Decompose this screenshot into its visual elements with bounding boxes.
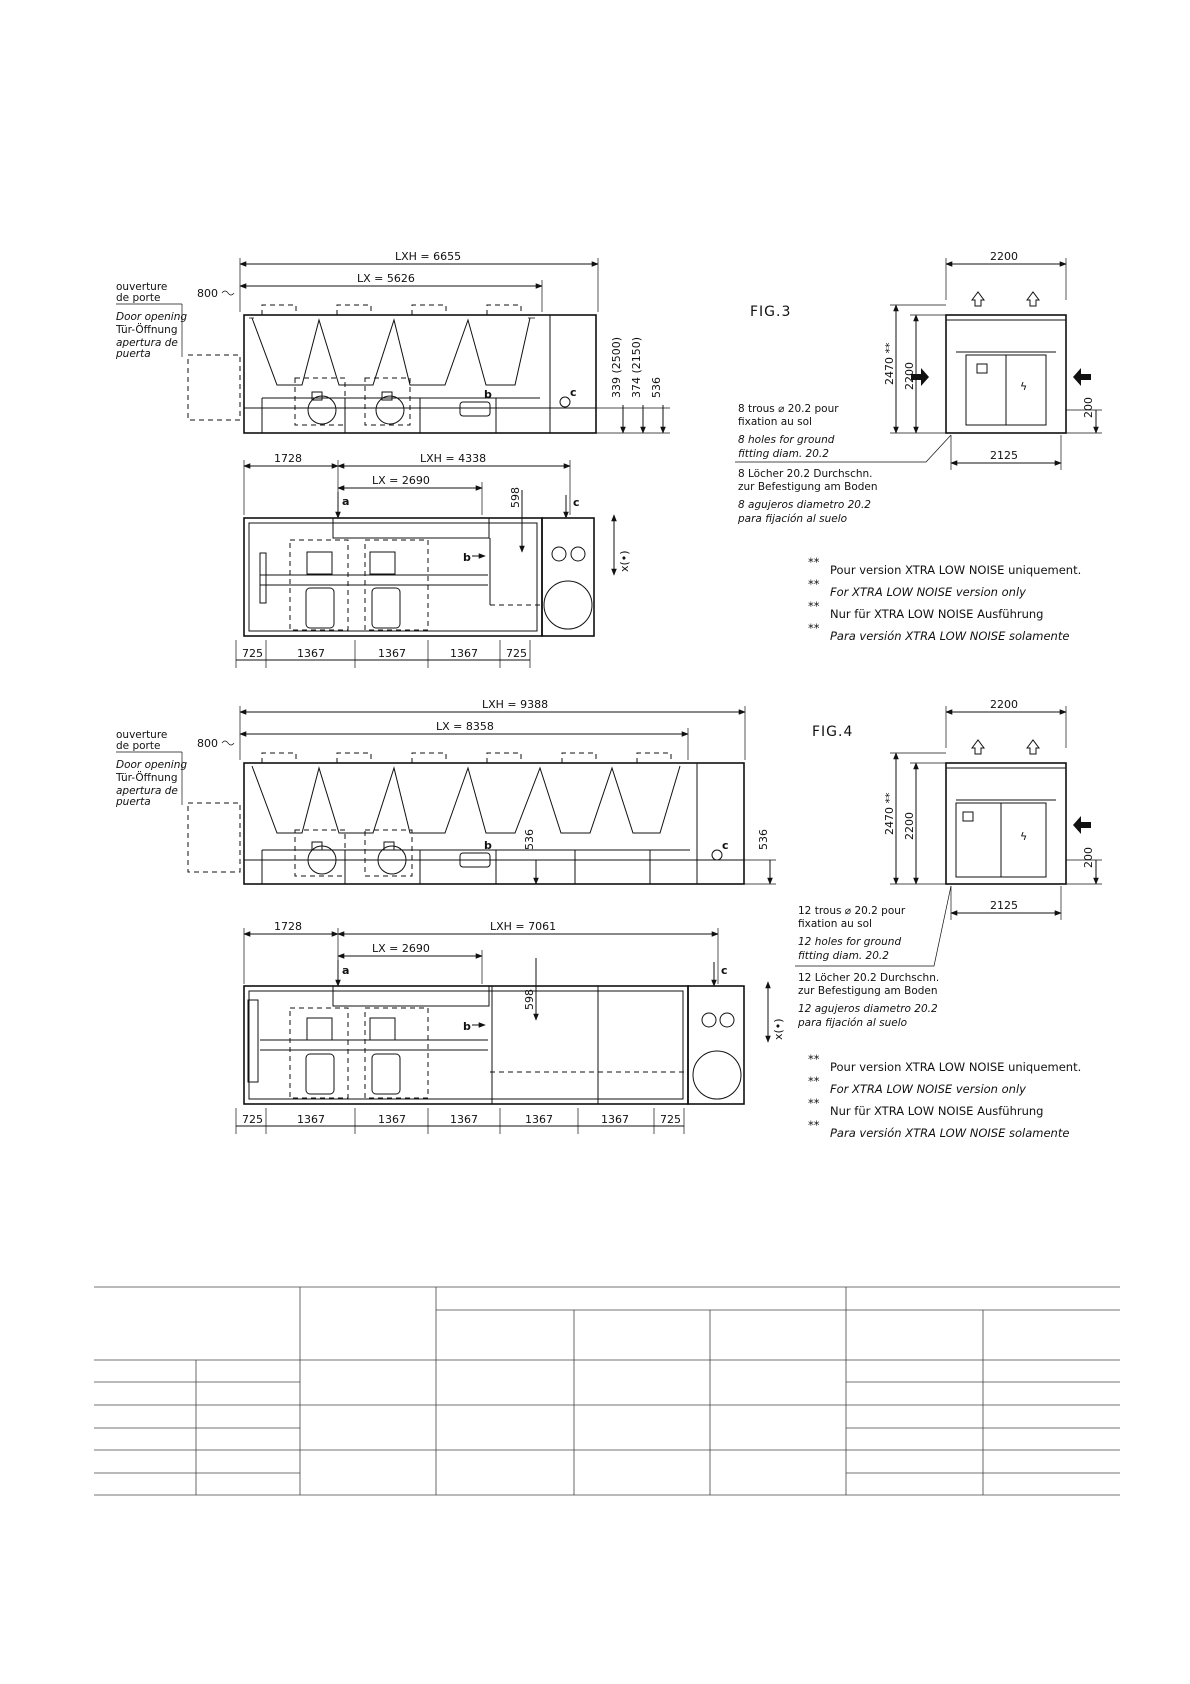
fig3-plan-x: x(•) (618, 550, 631, 572)
fig3-door-labels (115, 281, 187, 360)
fig3-note-marker-4: ** (808, 621, 820, 635)
door-label-en: Door opening (116, 311, 188, 323)
fig3-bottom-4: 725 (506, 647, 527, 660)
fig3-note-marker-2: ** (808, 577, 820, 591)
fig4-bottom-5: 1367 (601, 1113, 629, 1126)
fig4-side-view (115, 698, 776, 884)
fig4-end-width: 2200 (990, 698, 1018, 711)
door-label-es-2: puerta (116, 348, 151, 360)
fig4-xtra-notes (808, 1052, 1081, 1140)
fig4-end-h: 2200 (903, 812, 916, 840)
fig3-title: FIG.3 (750, 304, 792, 320)
fig4-plan-x: x(•) (772, 1018, 785, 1040)
fig3-side-view (115, 250, 670, 433)
fig3-side-b: b (484, 388, 492, 401)
fig3-plan-b: b (463, 551, 471, 564)
door-label-fr-2: de porte (116, 292, 161, 304)
fig4-side-c: c (722, 839, 729, 852)
fig4-bottom-0: 725 (242, 1113, 263, 1126)
fig4-plan-b: b (463, 1020, 471, 1033)
fig3-note-de: Nur für XTRA LOW NOISE Ausführung (830, 607, 1044, 621)
fig3-end-airflow-right (1073, 368, 1091, 386)
fig3-bottom-1: 1367 (297, 647, 325, 660)
fig4-hole-es-2: para fijación al suelo (798, 1017, 908, 1029)
fig3-plan-598: 598 (509, 487, 522, 508)
fig4-plan-598: 598 (523, 989, 536, 1010)
fig3-bottom-2: 1367 (378, 647, 406, 660)
fig4-side-lxh: LXH = 9388 (482, 698, 549, 711)
fig4-end-view (795, 698, 1102, 1140)
fig3-plan-c: c (573, 496, 580, 509)
fig4-bottom-4: 1367 (525, 1113, 553, 1126)
fig4-note-de: Nur für XTRA LOW NOISE Ausführung (830, 1104, 1044, 1118)
fig3-end-h: 2200 (903, 362, 916, 390)
door4-label-de: Tür-Öffnung (116, 772, 178, 784)
fig4-plan-a: a (342, 964, 350, 977)
fig3-side-lx: LX = 5626 (357, 272, 415, 285)
fig4-side-h2: 536 (757, 829, 770, 850)
fig4-end-feet: 2125 (990, 899, 1018, 912)
fig4-note-marker-1: ** (808, 1052, 820, 1066)
fig3-hole-es-1: 8 agujeros diametro 20.2 (738, 499, 871, 511)
fig3-bottom-3: 1367 (450, 647, 478, 660)
door4-label-fr-2: de porte (116, 740, 161, 752)
fig4-side-lx: LX = 8358 (436, 720, 494, 733)
fig4-hole-en-1: 12 holes for ground (798, 936, 902, 948)
fig4-hole-de-2: zur Befestigung am Boden (798, 985, 938, 997)
fig3-note-fr: Pour version XTRA LOW NOISE uniquement. (830, 563, 1082, 577)
fig4-hole-fr-2: fixation au sol (798, 918, 872, 930)
fig4-plan-view (236, 920, 785, 1134)
fig3-note-marker-3: ** (808, 599, 820, 613)
fig4-hole-en-2: fitting diam. 20.2 (798, 950, 889, 962)
fig4-note-marker-2: ** (808, 1074, 820, 1088)
fig3-end-bolt: ϟ (1020, 380, 1028, 393)
fig4-hole-fr-1: 12 trous ⌀ 20.2 pour (798, 905, 906, 917)
fig3-hole-de-2: zur Befestigung am Boden (738, 481, 878, 493)
fig4-bottom-3: 1367 (450, 1113, 478, 1126)
door4-label-en: Door opening (116, 759, 188, 771)
fig4-hole-es-1: 12 agujeros diametro 20.2 (798, 1003, 938, 1015)
fig3-hole-fr-2: fixation au sol (738, 416, 812, 428)
fig4-title: FIG.4 (812, 724, 854, 740)
fig3-note-marker-1: ** (808, 555, 820, 569)
fig4-plan-lxh: LXH = 7061 (490, 920, 557, 933)
fig3-hole-es-2: para fijación al suelo (738, 513, 848, 525)
door-label-de: Tür-Öffnung (116, 324, 178, 336)
fig4-hole-notes (797, 905, 939, 1029)
fig4-note-es: Para versión XTRA LOW NOISE solamente (830, 1126, 1070, 1140)
fig3-xtra-notes (808, 555, 1081, 643)
fig4-bottom-2: 1367 (378, 1113, 406, 1126)
fig3-plan-a: a (342, 495, 350, 508)
fig3-end-width: 2200 (990, 250, 1018, 263)
fig3-hole-en-2: fitting diam. 20.2 (738, 448, 829, 460)
fig4-end-base: 200 (1082, 847, 1095, 868)
fig4-plan-c: c (721, 964, 728, 977)
fig3-hole-de-1: 8 Löcher 20.2 Durchschn. (738, 468, 873, 480)
fig4-end-bolt: ϟ (1020, 830, 1028, 843)
fig4-note-fr: Pour version XTRA LOW NOISE uniquement. (830, 1060, 1082, 1074)
door-label-es-1: apertura de (116, 337, 178, 349)
fig3-side-h2: 374 (2150) (630, 336, 643, 398)
fig3-end-h-opt: 2470 ** (883, 342, 896, 385)
door4-label-es-2: puerta (116, 796, 151, 808)
fig3-side-lxh: LXH = 6655 (395, 250, 462, 263)
fig3-side-h1: 339 (2500) (610, 336, 623, 398)
fig4-bottom-6: 725 (660, 1113, 681, 1126)
door4-label-es-1: apertura de (116, 785, 178, 797)
fig3-hole-notes (737, 403, 878, 525)
fig3-note-es: Para versión XTRA LOW NOISE solamente (830, 629, 1070, 643)
door4-label-fr-1: ouverture (116, 729, 168, 741)
fig4-side-b: b (484, 839, 492, 852)
fig4-plan-lx: LX = 2690 (372, 942, 430, 955)
fig4-door-clearance: 800 (197, 737, 218, 750)
fig3-side-c: c (570, 386, 577, 399)
fig3-hole-fr-1: 8 trous ⌀ 20.2 pour (738, 403, 839, 415)
fig4-bottom-1: 1367 (297, 1113, 325, 1126)
fig4-note-marker-3: ** (808, 1096, 820, 1110)
fig4-door-labels (115, 729, 187, 808)
fig3-end-base: 200 (1082, 397, 1095, 418)
fig3-bottom-0: 725 (242, 647, 263, 660)
fig4-note-marker-4: ** (808, 1118, 820, 1132)
fig4-plan-1728: 1728 (274, 920, 302, 933)
fig3-plan-view (236, 452, 631, 668)
fig3-hole-en-1: 8 holes for ground (738, 434, 835, 446)
fig3-plan-lxh: LXH = 4338 (420, 452, 487, 465)
fig4-end-airflow-right (1073, 816, 1091, 834)
door-label-fr-1: ouverture (116, 281, 168, 293)
fig4-side-h1: 536 (523, 829, 536, 850)
fig3-plan-1728: 1728 (274, 452, 302, 465)
fig3-side-h3: 536 (650, 377, 663, 398)
fig4-note-en: For XTRA LOW NOISE version only (830, 1082, 1026, 1096)
empty-table-grid (94, 1287, 1120, 1495)
fig4-hole-de-1: 12 Löcher 20.2 Durchschn. (798, 972, 940, 984)
fig3-end-view (735, 250, 1102, 643)
fig4-end-h-opt: 2470 ** (883, 792, 896, 835)
fig3-end-feet: 2125 (990, 449, 1018, 462)
fig3-note-en: For XTRA LOW NOISE version only (830, 585, 1026, 599)
fig3-plan-lx: LX = 2690 (372, 474, 430, 487)
fig3-door-clearance: 800 (197, 287, 218, 300)
